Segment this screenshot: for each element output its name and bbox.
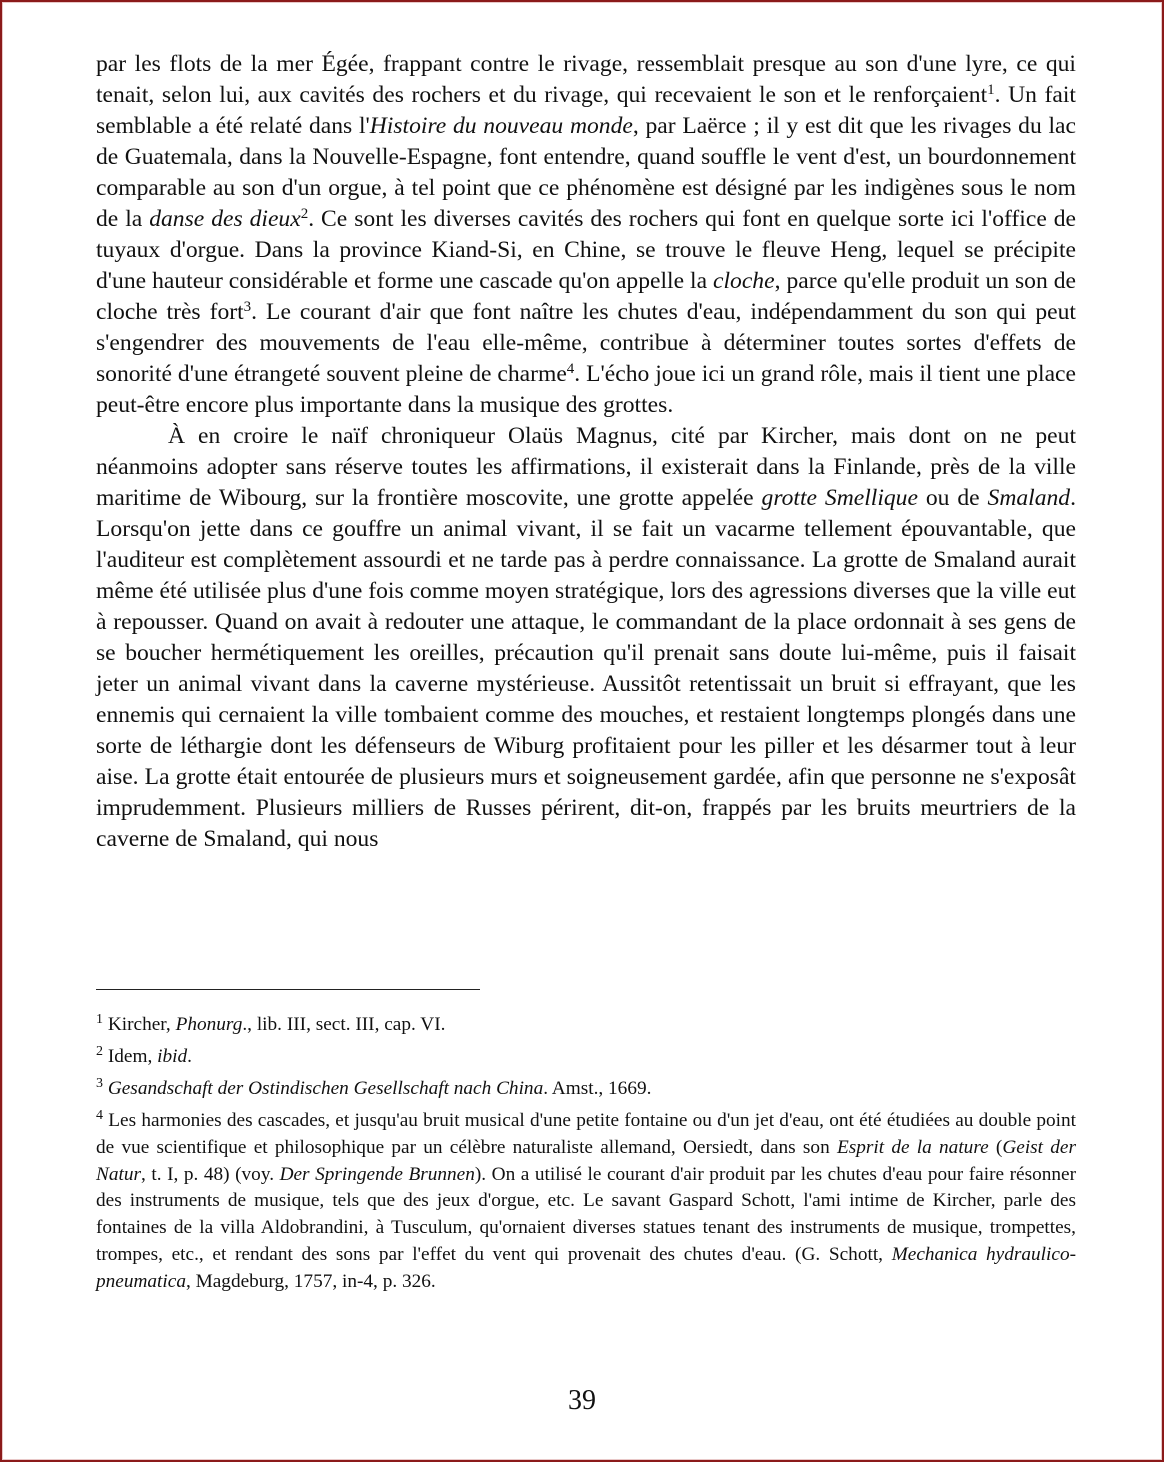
footnote-ref-4: 4: [566, 361, 575, 377]
footnote-ref-1: 1: [987, 82, 995, 98]
text-run: .: [187, 1045, 192, 1067]
italic-term: danse des dieux: [149, 206, 301, 232]
footnote-separator: [96, 989, 480, 990]
text-run: , parce qu'elle produit un son de cloche très fort: [96, 268, 1076, 325]
footnote-number: 4: [96, 1107, 103, 1123]
text-run: Idem,: [107, 1045, 158, 1067]
italic-title: Mechanica hydraulico-pneumatica: [96, 1244, 1077, 1293]
text-run: . Le courant d'air que font naître les chutes d'eau, indépendamment du son qui peut s'engendrer des mouvements de l'eau elle-même, contribue à déterminer toutes sortes d'effets de sonorité d'une étrangeté souvent pleine de charme: [96, 299, 1076, 387]
italic-term: ibid: [157, 1045, 188, 1067]
main-text: [96, 49, 1076, 855]
paragraph-1: [96, 49, 1076, 421]
footnote-number: 2: [96, 1043, 103, 1059]
text-run: , par Laërce ; il y est dit que les rivages du lac de Guatemala, dans la Nouvelle-Espagne, font entendre, quand souffle le vent d'est, un bourdonnement comparable au son d'un orgue, à tel point que ce phénomène est désigné par les indigènes sous le nom de la: [96, 113, 1076, 232]
italic-title: Gesandschaft der Ostindischen Gesellschaft nach China: [107, 1077, 544, 1099]
footnote-ref-3: 3: [243, 299, 252, 315]
italic-title: Esprit de la nature: [836, 1136, 989, 1158]
italic-term: Smaland: [987, 485, 1071, 511]
text-run: ., lib. III, sect. III, cap. VI.: [242, 1014, 446, 1035]
text-run: . Ce sont les diverses cavités des rochers qui font en quelque sorte ici l'office de tuyaux d'orgue. Dans la province Kiand-Si, en Chine, se trouve le fleuve Heng, lequel se précipite d'une hauteur considérable et forme une cascade qu'on appelle la: [96, 206, 1077, 294]
footnote-2: [96, 1044, 1076, 1071]
italic-title: Histoire du nouveau monde: [369, 113, 633, 139]
page-number: 39: [568, 1385, 596, 1416]
text-run: . Un fait semblable a été relaté dans l': [96, 82, 1076, 139]
text-run: ou de: [917, 485, 988, 511]
footnote-1: [96, 1012, 1076, 1039]
footnote-number: 3: [96, 1075, 103, 1091]
text-run: ). On a utilisé le courant d'air produit par les chutes d'eau pour faire résonner des instruments de musique, tels que des jeux d'orgue, etc. Le savant Gaspard Schott, l'ami intime de Kircher, parle des fontaines de la villa Aldobrandini, à Tusculum, qu'ornaient diverses statues tenant des instruments de musique, trompettes, trompes, etc., et rendant des sons par l'effet du vent qui provenait des chutes d'eau. (G. Schott,: [96, 1163, 1076, 1266]
italic-term: grotte Smellique: [761, 485, 918, 511]
text-run: , t. I, p. 48) (voy.: [141, 1163, 280, 1185]
text-run: par les flots de la mer Égée, frappant contre le rivage, ressemblait presque au son d'une lyre, ce qui tenait, selon lui, aux cavités des rochers et du rivage, qui recevaient le son et le renforçaient: [96, 51, 1076, 108]
italic-term: cloche: [713, 268, 775, 294]
footnote-3: [96, 1076, 1076, 1103]
italic-title: Phonurg: [175, 1014, 243, 1035]
text-run: Kircher,: [107, 1014, 176, 1035]
footnotes: [96, 1012, 1076, 1301]
text-run: À en croire le naïf chroniqueur Olaüs Magnus, cité par Kircher, mais dont on ne peut néanmoins adopter sans réserve toutes les affirmations, il existerait dans la Finlande, près de la ville maritime de Wibourg, sur la frontière moscovite, une grotte appelée: [96, 423, 1076, 511]
footnote-number: 1: [96, 1012, 103, 1027]
footnote-4: [96, 1108, 1076, 1296]
italic-title: Geist der Natur: [96, 1136, 1076, 1185]
paragraph-2: [96, 421, 1076, 855]
text-run: . L'écho joue ici un grand rôle, mais il tient une place peut-être encore plus importante dans la musique des grottes.: [96, 361, 1076, 418]
text-run: Les harmonies des cascades, et jusqu'au bruit musical d'une petite fontaine ou d'un jet d'eau, ont été étudiées au double point de vue scientifique et philosophique par un célèbre naturaliste allemand, Oersiedt, dans son: [96, 1109, 1077, 1158]
text-run: , Magdeburg, 1757, in-4, p. 326.: [185, 1271, 436, 1293]
text-run: . Lorsqu'on jette dans ce gouffre un animal vivant, il se fait un vacarme tellement épouvantable, que l'auditeur est complètement assourdi et ne tarde pas à perdre connaissance. La grotte de Smaland aurait même été utilisée plus d'une fois comme moyen stratégique, lors des agressions diverses que la ville eut à repousser. Quand on avait à redouter une attaque, le commandant de la place ordonnait à ses gens de se boucher hermétiquement les oreilles, précaution qu'il prenait sans doute lui-même, puis il faisait jeter un animal vivant dans la caverne mystérieuse. Aussitôt retentissait un bruit si effrayant, que les ennemis qui cernaient la ville tombaient comme des mouches, et restaient longtemps plongés dans une sorte de léthargie dont les défenseurs de Wiburg profitaient pour les piller et les désarmer tout à leur aise. La grotte était entourée de plusieurs murs et soigneusement gardée, afin que personne ne s'exposât imprudemment. Plusieurs milliers de Russes périrent, dit-on, frappés par les bruits meurtriers de la caverne de Smaland, qui nous: [96, 485, 1076, 852]
footnote-ref-2: 2: [300, 206, 309, 222]
text-run: . Amst., 1669.: [543, 1077, 652, 1099]
italic-title: Der Springende Brunnen: [279, 1163, 475, 1185]
text-run: (: [988, 1136, 1003, 1158]
